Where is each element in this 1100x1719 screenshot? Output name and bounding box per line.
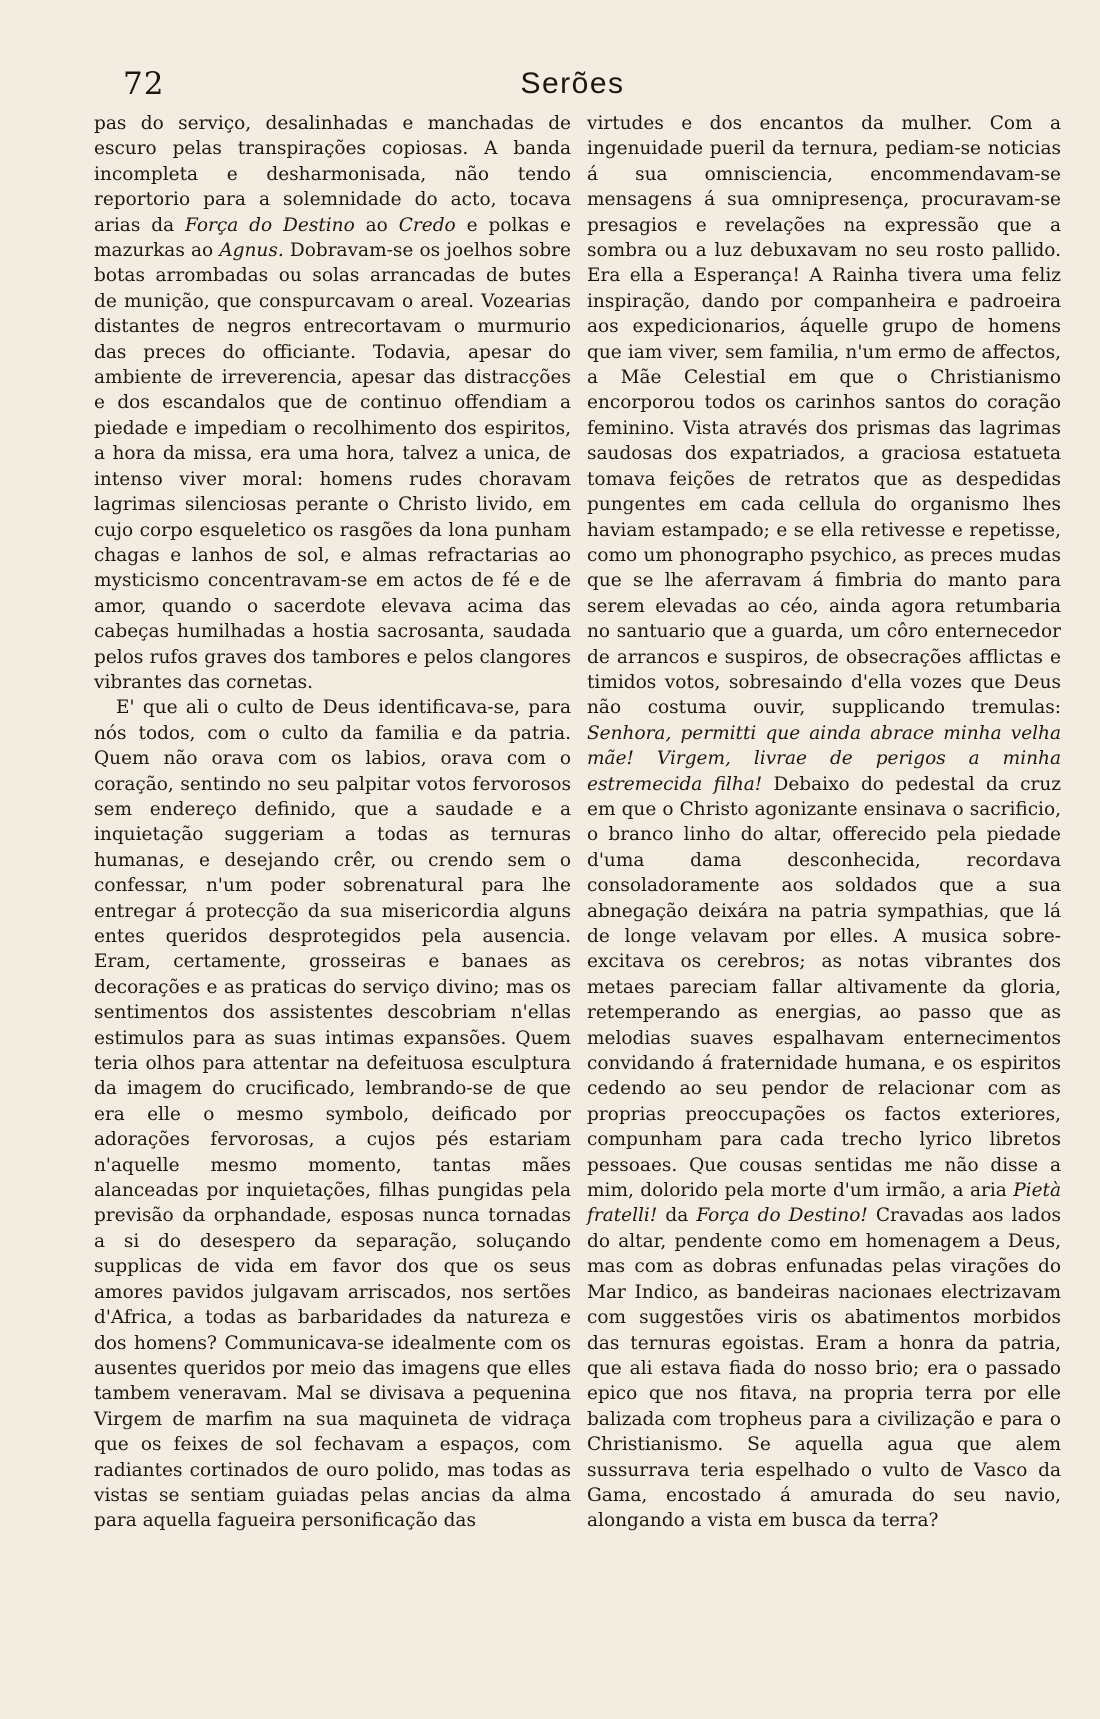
italic-title: Força do Destino	[185, 214, 355, 236]
page-header	[95, 62, 1050, 106]
italic-title: Credo	[398, 214, 456, 236]
text-run: Cravadas aos lados do altar, pendente como em homenagem a Deus, mas com as dobras enfunadas pelas virações do Mar Indico, as bandeiras nacionaes electrizavam com suggestões viris os abatimentos morbidos das ternuras egoistas. Eram a honra da patria, que ali estava fiada do nosso brio; era o passado epico que nos fitava, na propria terra por elle balizada com tropheus para a civilização e para o Christianismo. Se aquella agua que alem sussurrava teria espelhado o vulto de Vasco da Gama, encostado á amurada do seu navio, alongando a vista em busca da terra?	[587, 1205, 1061, 1532]
italic-title: Pietà fratelli!	[587, 1180, 1061, 1227]
italic-title: Força do Destino!	[696, 1205, 868, 1227]
italic-title: Agnus.	[219, 240, 284, 262]
right-column	[587, 111, 1061, 1534]
paragraph: E' que ali o culto de Deus identificava-se, para nós todos, com o culto da familia e da patria. Quem não orava com os labios, orava com o coração, sentindo no seu palpitar votos fervorosos sem endereço definido, que a saudade e a inquietação suggeriam a todas as ternuras humanas, e desejando crêr, ou crendo sem o confessar, n'um poder sobrenatural para lhe entregar á protecção da sua misericordia alguns entes queridos desprotegidos pela ausencia. Eram, certamente, grosseiras e banaes as decorações e as praticas do serviço divino; mas os sentimentos dos assistentes descobriam n'ellas estimulos para as suas intimas expansões. Quem teria olhos para attentar na defeituosa esculptura da imagem do crucificado, lembrando-se de que era elle o mesmo symbolo, deificado por adorações fervorosas, a cujos pés estariam n'aquelle mesmo momento, tantas mães alanceadas por inquietações, filhas pungidas pela previsão da orphandade, esposas nunca tornadas a si do desespero da separação, soluçando supplicas de vida em favor dos que os seus amores pavidos julgavam arriscados, nos sertões d'Africa, a todas as barbaridades da natureza e dos homens? Communicava-se idealmente com os ausentes queridos por meio das imagens que elles tambem veneravam. Mal se divisava a pequenina Virgem de marfim na sua maquineta de vidraça que os feixes de sol fechavam a espaços, com radiantes cortinados de ouro polido, mas todas as vistas se sentiam guiadas pelas ancias da alma para aquella fagueira personificação das	[94, 697, 571, 1532]
text-run: e polkas e mazurkas ao	[94, 214, 571, 262]
text-run: ao	[354, 214, 399, 236]
paragraph-continued	[587, 111, 1061, 1534]
left-column	[94, 111, 571, 1534]
text-run: Debaixo do pedestal da cruz em que o Christo agonizante ensinava o sacrificio, o branco linho do altar, offerecido pela piedade d'uma dama desconhecida, recordava consoladoramente aos soldados que a sua abnegação deixára na patria sympathias, que lá de longe velavam por elles. A musica sobre-excitava os cerebros; as notas vibrantes dos metaes pareciam fallar altivamente da gloria, retemperando as energias, ao passo que as melodias suaves espalhavam enternecimentos convidando á fraternidade humana, e os espiritos cedendo ao seu pendor de relacionar com as proprias preoccupações os factos exteriores, compunham para cada trecho lyrico libretos pessoaes. Que cousas sentidas me não disse a mim, dolorido pela morte d'um irmão, a aria	[587, 773, 1061, 1202]
italic-quote: Senhora, permitti que ainda abrace minha velha mãe! Virgem, livrae de perigos a minha estremecida filha!	[587, 722, 1061, 795]
text-run: pas do serviço, desalinhadas e manchadas de escuro pelas transpirações copiosas. A banda incompleta e desharmonisada, não tendo reportorio para a solemnidade do acto, tocava arias da	[94, 113, 571, 236]
text-run: Dobravam-se os joelhos sobre botas arrombadas ou solas arrancadas de butes de munição, que conspurcavam o areal. Vozearias distantes de negros entrecortavam o murmurio das preces do officiante. Todavia, apesar do ambiente de irreverencia, apesar das distracções e dos escandalos que de continuo offendiam a piedade e impediam o recolhimento dos espiritos, a hora da missa, era uma hora, talvez a unica, de intenso viver moral: homens rudes choravam lagrimas silenciosas perante o Christo livido, em cujo corpo esqueletico os rasgões da lona punham chagas e lanhos de sol, e almas refractarias ao mysticismo concentravam-se em actos de fé e de amor, quando o sacerdote elevava acima das cabeças humilhadas a hostia sacrosanta, saudada pelos rufos graves dos tambores e pelos clangores vibrantes das cornetas.	[94, 240, 571, 693]
text-run: virtudes e dos encantos da mulher. Com a ingenuidade pueril da ternura, pediam-se noticias á sua omnisciencia, encommendavam-se mensagens á sua omnipresença, procuravam-se presagios e revelações na expressão que a sombra ou a luz debuxavam no seu rosto pallido. Era ella a Esperança! A Rainha tivera uma feliz inspiração, dando por companheira e padroeira aos expedicionarios, áquelle grupo de homens que iam viver, sem familia, n'um ermo de affectos, a Mãe Celestial em que o Christianismo encorporou todos os carinhos santos do coração feminino. Vista através dos prismas das lagrimas saudosas dos expatriados, a graciosa estatueta tomava feições de retratos que as despedidas pungentes em cada cellula do organismo lhes haviam estampado; e se ella retivesse e repetisse, como um phonographo psychico, as preces mudas que se lhe aferravam á fimbria do manto para serem elevadas ao céo, ainda agora retumbaria no santuario que a guarda, um côro enternecedor de arrancos e suspiros, de obsecrações afflictas e timidos votos, sobresaindo d'ella vozes que Deus não costuma ouvir, supplicando tremulas:	[587, 113, 1061, 719]
page-number: 72	[123, 66, 165, 102]
text-run: da	[657, 1205, 697, 1227]
running-title: Serões	[520, 67, 625, 100]
paragraph-continued	[94, 111, 571, 695]
